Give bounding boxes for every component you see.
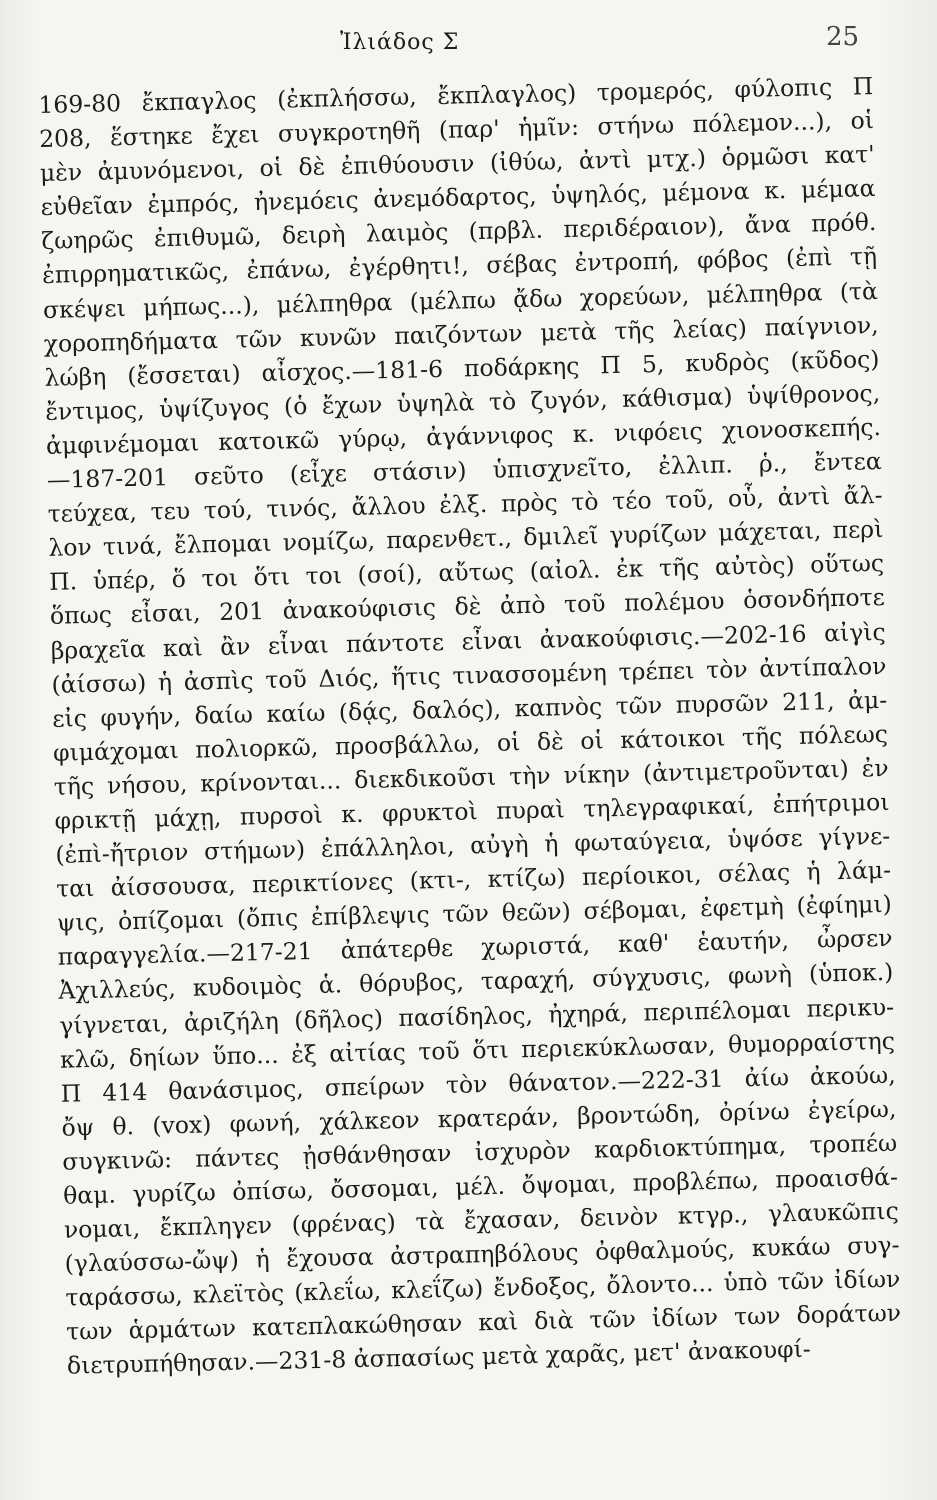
text-line: ψις, ὀπίζομαι (ὄπις ἐπίβλεψις τῶν θεῶν) σέβομαι, ἐφετμὴ (ἐφίημι) [56, 890, 893, 938]
text-line: κλῶ, δηίων ὕπο... ἐξ αἰτίας τοῦ ὅτι περιεκύκλωσαν, θυμορραίστης [59, 1026, 896, 1074]
text-line: εὐθεῖαν ἐμπρός, ἠνεμόεις ἀνεμόδαρτος, ὑψηλός, μέμονα κ. μέμαα [40, 174, 876, 222]
text-line: βραχεῖα καὶ ἂν εἶναι πάντοτε εἶναι ἀνακούφισις.—202-16 αἰγὶς [50, 617, 886, 665]
text-line: τεύχεα, τευ τού, τινός, ἄλλου ἐλξ. πρὸς τὸ τέο τοῦ, οὗ, ἀντὶ ἄλ- [47, 481, 883, 529]
text-line: θαμ. γυρίζω ὀπίσω, ὄσσομαι, μέλ. ὄψομαι, προβλέπω, προαισθά- [62, 1162, 899, 1210]
text-line: —187-201 σεῦτο (εἶχε στάσιν) ὑπισχνεῖτο, ἐλλιπ. ῥ., ἔντεα [46, 446, 882, 494]
commentary-text [38, 69, 902, 1383]
text-line: Π 414 θανάσιμος, σπείρων τὸν θάνατον.—222-31 ἀίω ἀκούω, [60, 1060, 896, 1108]
text-line: των ἁρμάτων κατεπλακώθησαν καὶ διὰ τῶν ἰδίων των δοράτων [65, 1299, 902, 1347]
text-line: φρικτῇ μάχῃ, πυρσοὶ κ. φρυκτοὶ πυραὶ τηλεγραφικαί, ἐπήτριμοι [54, 787, 890, 835]
text-line: παραγγελία.—217-21 ἀπάτερθε χωριστά, καθ' ἑαυτήν, ὦρσεν [57, 924, 893, 972]
text-line: τῆς νήσου, κρίνονται... διεκδικοῦσι τὴν νίκην (ἀντιμετροῦνται) ἐν [53, 753, 889, 801]
text-line: ἔντιμος, ὑψίζυγος (ὁ ἔχων ὑψηλὰ τὸ ζυγόν, κάθισμα) ὑψίθρονος, [45, 378, 881, 426]
text-line: γίγνεται, ἀριζήλη (δῆλος) πασίδηλος, ἠχηρά, περιπέλομαι περικυ- [58, 992, 895, 1040]
text-line: χοροπηδήματα τῶν κυνῶν παιζόντων μετὰ τῆς λείας) παίγνιον, [43, 310, 879, 358]
running-title: Ἰλιάδος Σ [340, 30, 460, 55]
text-line: ται ἀίσσουσα, περικτίονες (κτι-, κτίζω) περίοικοι, σέλας ἡ λάμ- [55, 856, 892, 903]
page-header [0, 22, 937, 62]
text-line: νομαι, ἔκπληγεν (φρένας) τὰ ἔχασαν, δεινὸν κτγρ., γλαυκῶπις [63, 1196, 900, 1244]
text-line: (γλαύσσω-ὤψ) ἡ ἔχουσα ἀστραπηβόλους ὀφθαλμούς, κυκάω συγ- [64, 1230, 900, 1278]
text-line: λον τινά, ἔλπομαι νομίζω, παρενθετ., δμιλεῖ γυρίζων μάχεται, περὶ [48, 515, 884, 563]
text-line: ἐπιρρηματικῶς, ἐπάνω, ἐγέρθητι!, σέβας ἐντροπή, φόβος (ἐπὶ τῇ [41, 242, 878, 290]
text-line: ὅπως εἶσαι, 201 ἀνακούφισις δὲ ἀπὸ τοῦ πολέμου ὁσονδήποτε [49, 583, 886, 631]
text-line: Ἀχιλλεύς, κυδοιμὸς ἁ. θόρυβος, ταραχή, σύγχυσις, φωνὴ (ὑποκ.) [58, 958, 894, 1006]
text-line: εἰς φυγήν, δαίω καίω (δᾴς, δαλός), καπνὸς τῶν πυρσῶν 211, ἀμ- [51, 685, 888, 733]
text-line: λώβη (ἔσσεται) αἶσχος.—181-6 ποδάρκης Π 5, κυδρὸς (κῦδος) [44, 344, 880, 392]
text-line: συγκινῶ: πάντες ᾐσθάνθησαν ἰσχυρὸν καρδιοκτύπημα, τροπέω [62, 1128, 898, 1176]
text-line: ζωηρῶς ἐπιθυμῶ, δειρὴ λαιμὸς (πρβλ. περιδέραιον), ἄνα πρόθ. [41, 208, 877, 256]
text-line: 169-80 ἔκπαγλος (ἐκπλήσσω, ἔκπλαγλος) τρομερός, φύλοπις Π [38, 72, 874, 119]
text-line: (ἐπὶ-ἤτριον στήμων) ἐπάλληλοι, αὐγὴ ἡ φωταύγεια, ὑψόσε γίγνε- [55, 821, 891, 869]
text-line: ἀμφινέμομαι κατοικῶ γύρῳ, ἀγάννιφος κ. νιφόεις χιονοσκεπής. [45, 412, 882, 460]
page-number: 25 [826, 22, 860, 52]
text-line: φιμάχομαι πολιορκῶ, προσβάλλω, οἱ δὲ οἱ κάτοικοι τῆς πόλεως [52, 719, 889, 767]
text-line: 208, ἕστηκε ἔχει συγκροτηθῆ (παρ' ἡμῖν: στήνω πόλεμον...), οἱ [38, 106, 875, 154]
text-line: ταράσσω, κλεϊτὸς (κλεΐω, κλεΐζω) ἔνδοξος, ὄλοντο... ὑπὸ τῶν ἰδίων [65, 1265, 901, 1312]
text-line: (ἀίσσω) ἡ ἀσπὶς τοῦ Διός, ἥτις τινασσομένη τρέπει τὸν ἀντίπαλον [51, 651, 887, 699]
text-line: σκέψει μήπως...), μέλπηθρα (μέλπω ᾄδω χορεύων, μέλπηθρα (τὰ [42, 276, 879, 324]
text-line: Π. ὑπέρ, ὅ τοι ὅτι τοι (σοί), αὔτως (αἰολ. ἐκ τῆς αὐτὸς) οὕτως [48, 549, 885, 597]
text-line: διετρυπήθησαν.—231-8 ἀσπασίως μετὰ χαρᾶς, μετ' ἀνακουφί- [66, 1335, 812, 1381]
text-line: ὄψ θ. (vox) φωνή, χάλκεον κρατεράν, βροντώδη, ὀρίνω ἐγείρω, [61, 1094, 897, 1142]
text-line: μὲν ἀμυνόμενοι, οἱ δὲ ἐπιθύουσιν (ἰθύω, ἀντὶ μτχ.) ὁρμῶσι κατ' [39, 140, 876, 188]
